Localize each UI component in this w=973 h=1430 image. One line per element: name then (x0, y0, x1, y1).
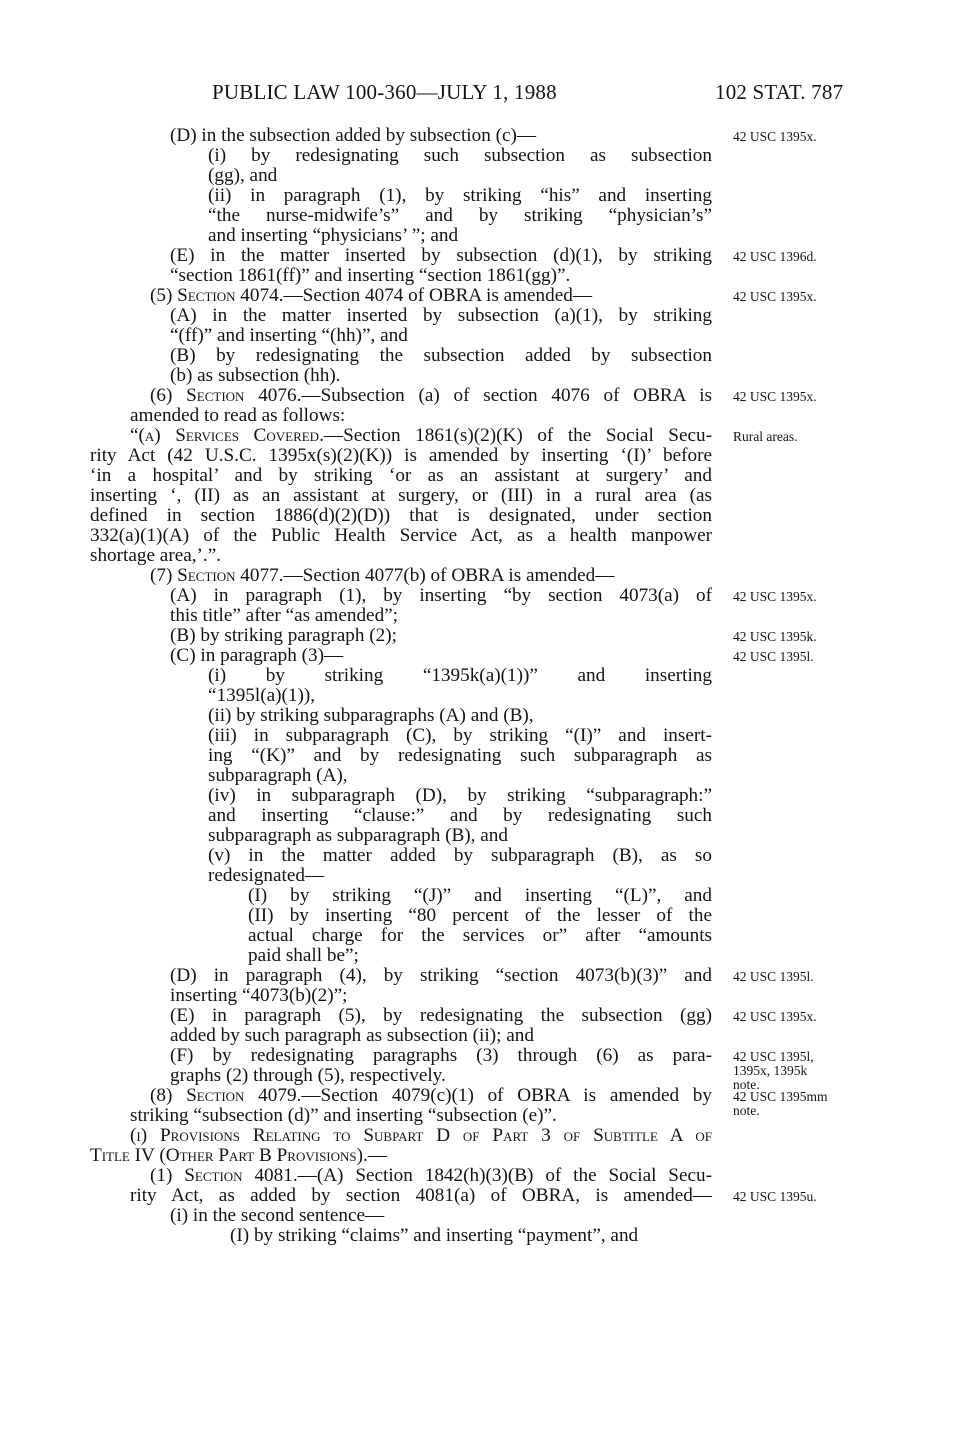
text-line (170, 586, 712, 606)
line-text: actual charge for the services or” after “amounts (248, 925, 712, 946)
line-text: (D) in paragraph (4), by striking “section 4073(b)(3)” and (170, 965, 712, 986)
text-line (208, 806, 712, 826)
text-line (130, 426, 712, 446)
text-line (208, 686, 315, 706)
text-line (150, 386, 712, 406)
margin-note: 42 USC 1395x. (733, 289, 817, 304)
line-text: 332(a)(1)(A) of the Public Health Service Act, as a health manpower (90, 525, 712, 546)
text-line (90, 1146, 387, 1166)
margin-note: 42 USC 1395mm note. (733, 1089, 828, 1118)
text-line (208, 746, 712, 766)
line-text: and inserting “physicians’ ”; and (208, 225, 459, 246)
text-line (150, 1166, 712, 1186)
line-text: (C) in paragraph (3)— (170, 645, 344, 666)
line-text: and inserting “clause:” and by redesignating such (208, 805, 712, 826)
text-line (170, 266, 570, 286)
line-text: —Section 4079(c)(1) of OBRA is amended by (301, 1085, 712, 1106)
text-line (130, 1106, 557, 1126)
margin-note: 42 USC 1396d. (733, 249, 817, 264)
running-head: PUBLIC LAW 100-360—JULY 1, 1988 (212, 80, 557, 104)
line-text: (E) in paragraph (5), by redesignating the subsection (gg) (170, 1005, 712, 1026)
line-text: rity Act, as added by section 4081(a) of OBRA, is amended— (130, 1185, 712, 1206)
line-text: inserting “4073(b)(2)”; (170, 985, 348, 1006)
line-text: this title” after “as amended”; (170, 605, 399, 626)
line-text: ‘in a hospital’ and by striking ‘or as an assistant at surgery’ and (90, 465, 712, 486)
section-heading: (7) Section 4077. (150, 565, 284, 586)
line-text: —Section 1861(s)(2)(K) of the Social Secu- (323, 425, 712, 446)
line-text: shortage area,’.”. (90, 545, 222, 566)
line-text: (i) by redesignating such subsection as subsection (208, 145, 712, 166)
text-line (130, 1126, 712, 1146)
margin-note: 42 USC 1395l, 1395x, 1395k note. (733, 1049, 814, 1092)
text-line (170, 326, 408, 346)
line-text: (A) in paragraph (1), by inserting “by section 4073(a) of (170, 585, 712, 606)
section-heading: Title IV (Other Part B Provisions). (90, 1145, 368, 1166)
line-text: added by such paragraph as subsection (ii); and (170, 1025, 534, 1046)
line-text: amended to read as follows: (130, 405, 346, 426)
line-text: (ii) by striking subparagraphs (A) and (B), (208, 705, 534, 726)
margin-note: 42 USC 1395l. (733, 649, 814, 664)
margin-note: 42 USC 1395x. (733, 1009, 817, 1024)
margin-note: Rural areas. (733, 429, 798, 444)
text-line (208, 706, 534, 726)
line-text: (B) by redesignating the subsection added by subsection (170, 345, 712, 366)
section-heading: (1) Section 4081. (150, 1165, 298, 1186)
text-line (248, 926, 712, 946)
line-text: (II) by inserting “80 percent of the lesser of the (248, 905, 712, 926)
line-text: (A) in the matter inserted by subsection (a)(1), by striking (170, 305, 712, 326)
line-text: subparagraph (A), (208, 765, 348, 786)
section-heading: (i) Provisions Relating to Subpart D of Part 3 of Subtitle A of (130, 1125, 712, 1146)
line-text: “(ff)” and inserting “(hh)”, and (170, 325, 408, 346)
margin-note: 42 USC 1395k. (733, 629, 817, 644)
text-line (208, 846, 712, 866)
text-line (90, 546, 221, 566)
line-text: redesignated— (208, 865, 325, 886)
text-line (170, 986, 347, 1006)
line-text: —(A) Section 1842(h)(3)(B) of the Social Secu- (297, 1165, 712, 1186)
line-text: striking “subsection (d)” and inserting “subsection (e)”. (130, 1105, 557, 1126)
text-line (130, 1186, 712, 1206)
text-line (170, 346, 712, 366)
line-text: —Section 4077(b) of OBRA is amended— (283, 565, 615, 586)
line-text: (i) by striking “1395k(a)(1))” and inserting (208, 665, 712, 686)
line-text: rity Act (42 U.S.C. 1395x(s)(2)(K)) is amended by inserting ‘(I)’ before (90, 445, 712, 466)
text-line (170, 1026, 534, 1046)
text-line (248, 886, 712, 906)
text-line (150, 286, 592, 306)
text-line (170, 606, 398, 626)
text-line (208, 766, 348, 786)
text-line (208, 826, 508, 846)
text-line (130, 406, 345, 426)
line-text: — (367, 1145, 388, 1166)
text-line (170, 126, 536, 146)
line-text: (B) by striking paragraph (2); (170, 625, 397, 646)
line-text: (ii) in paragraph (1), by striking “his” and inserting (208, 185, 712, 206)
line-text: (D) in the subsection added by subsection (c)— (170, 125, 537, 146)
line-text: ing “(K)” and by redesignating such subparagraph as (208, 745, 712, 766)
line-text: defined in section 1886(d)(2)(D)) that is designated, under section (90, 505, 712, 526)
margin-note: 42 USC 1395l. (733, 969, 814, 984)
line-text: (F) by redesignating paragraphs (3) through (6) as para- (170, 1045, 712, 1066)
text-line (208, 226, 458, 246)
text-line (208, 726, 712, 746)
line-text: “section 1861(ff)” and inserting “section 1861(gg)”. (170, 265, 571, 286)
line-text: inserting ‘, (II) as an assistant at surgery, or (III) in a rural area (as (90, 485, 712, 506)
text-line (90, 506, 712, 526)
text-line (170, 246, 712, 266)
text-line (170, 966, 712, 986)
margin-note: 42 USC 1395x. (733, 129, 817, 144)
line-text: —Subsection (a) of section 4076 of OBRA is (301, 385, 713, 406)
line-text: “1395l(a)(1)), (208, 685, 316, 706)
line-text: (E) in the matter inserted by subsection (d)(1), by striking (170, 245, 712, 266)
text-line (208, 166, 277, 186)
text-line (150, 1086, 712, 1106)
text-line (230, 1226, 638, 1246)
line-text: “the nurse-midwife’s” and by striking “physician’s” (208, 205, 712, 226)
text-line (248, 946, 359, 966)
line-text: (iv) in subparagraph (D), by striking “subparagraph:” (208, 785, 712, 806)
text-line (90, 486, 712, 506)
text-line (248, 906, 712, 926)
section-heading: (6) Section 4076. (150, 385, 302, 406)
line-text: (v) in the matter added by subparagraph (B), as so (208, 845, 712, 866)
text-line (170, 1206, 384, 1226)
stat-page-number: 102 STAT. 787 (715, 80, 844, 104)
text-line (90, 466, 712, 486)
section-heading: (5) Section 4074. (150, 285, 284, 306)
text-line (170, 1046, 712, 1066)
text-line (90, 446, 712, 466)
text-line (170, 1006, 712, 1026)
text-line (208, 146, 712, 166)
section-heading: “(a) Services Covered. (130, 425, 324, 446)
text-line (170, 626, 397, 646)
text-line (90, 526, 712, 546)
text-line (208, 186, 712, 206)
line-text: (b) as subsection (hh). (170, 365, 341, 386)
text-line (170, 1066, 446, 1086)
line-text: —Section 4074 of OBRA is amended— (283, 285, 593, 306)
text-line (170, 646, 343, 666)
text-line (170, 306, 712, 326)
line-text: (iii) in subparagraph (C), by striking “(I)” and insert- (208, 725, 712, 746)
line-text: (I) by striking “(J)” and inserting “(L)”, and (248, 885, 712, 906)
text-line (208, 666, 712, 686)
line-text: subparagraph as subparagraph (B), and (208, 825, 508, 846)
section-heading: (8) Section 4079. (150, 1085, 302, 1106)
text-line (208, 866, 324, 886)
line-text: graphs (2) through (5), respectively. (170, 1065, 446, 1086)
text-line (208, 786, 712, 806)
text-line (208, 206, 712, 226)
text-line (170, 366, 341, 386)
line-text: (I) by striking “claims” and inserting “payment”, and (230, 1225, 639, 1246)
margin-note: 42 USC 1395u. (733, 1189, 817, 1204)
margin-note: 42 USC 1395x. (733, 389, 817, 404)
line-text: paid shall be”; (248, 945, 359, 966)
line-text: (gg), and (208, 165, 278, 186)
line-text: (i) in the second sentence— (170, 1205, 385, 1226)
margin-note: 42 USC 1395x. (733, 589, 817, 604)
text-line (150, 566, 614, 586)
